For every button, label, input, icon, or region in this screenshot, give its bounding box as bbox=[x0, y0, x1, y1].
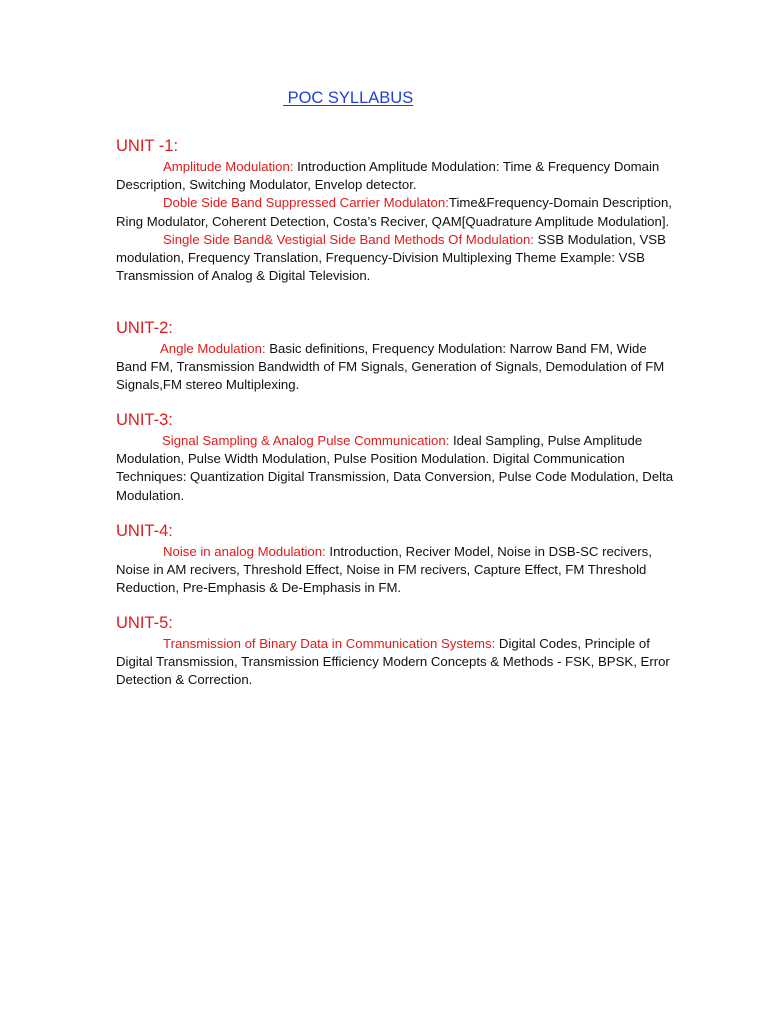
unit-3-text-1: Ideal Sampling, Pulse Amplitude Modulation, Pulse Width Modulation, Pulse Position Modulation. Digital Communication Techniques: Quantization Digital Transmission, Data Conversion, Pulse Code Modulation, Delta Modulation. bbox=[116, 433, 674, 503]
unit-4-heading: UNIT-4: bbox=[116, 522, 173, 540]
unit-2-topic-1: Angle Modulation: bbox=[160, 341, 266, 356]
unit-1-paragraph-2 bbox=[116, 194, 676, 230]
unit-5-text-1: Digital Codes, Principle of Digital Transmission, Transmission Efficiency Modern Concepts & Methods - FSK, BPSK, Error Detection & Correction. bbox=[116, 636, 670, 688]
unit-2-heading: UNIT-2: bbox=[116, 319, 173, 337]
unit-1-text-3: SSB Modulation, VSB modulation, Frequency Translation, Frequency-Division Multiplexing Theme Example: VSB Transmission of Analog & Digital Television. bbox=[116, 231, 666, 284]
unit-1-topic-1: Amplitude Modulation: bbox=[163, 159, 294, 174]
unit-5-heading: UNIT-5: bbox=[116, 614, 173, 632]
unit-4-topic-1: Noise in analog Modulation: bbox=[163, 544, 326, 559]
unit-3-paragraph-1 bbox=[116, 432, 676, 505]
unit-1-topic-3: Single Side Band& Vestigial Side Band Methods Of Modulation: bbox=[163, 231, 534, 247]
unit-1-text-2: Time&Frequency-Domain Description, Ring Modulator, Coherent Detection, Costa’s Reciver, QAM[Quadrature Amplitude Modulation]. bbox=[116, 195, 672, 229]
unit-2-text-1: Basic definitions, Frequency Modulation: Narrow Band FM, Wide Band FM, Transmission Bandwidth of FM Signals, Generation of Signals, Demodulation of FM Signals,FM stereo Multiplexing. bbox=[116, 341, 665, 393]
unit-5-section bbox=[116, 613, 676, 690]
unit-3-section bbox=[116, 410, 676, 505]
unit-2-section bbox=[116, 318, 676, 395]
unit-1-paragraph-3 bbox=[116, 231, 676, 286]
unit-4-section bbox=[116, 521, 676, 598]
unit-3-heading: UNIT-3: bbox=[116, 411, 173, 429]
unit-2-paragraph-1 bbox=[116, 340, 676, 395]
document-title: POC SYLLABUS bbox=[283, 89, 414, 107]
unit-4-text-1: Introduction, Reciver Model, Noise in DSB-SC recivers, Noise in AM recivers, Threshold Effect, Noise in FM recivers, Capture Effect, FM Threshold Reduction, Pre-Emphasis & De-Emphasis in FM. bbox=[116, 544, 652, 596]
unit-3-topic-1: Signal Sampling & Analog Pulse Communication: bbox=[162, 433, 450, 448]
unit-1-section bbox=[116, 136, 676, 285]
unit-5-topic-1: Transmission of Binary Data in Communication Systems: bbox=[163, 636, 496, 651]
unit-1-paragraph-1 bbox=[116, 158, 676, 194]
unit-1-text-1: Introduction Amplitude Modulation: Time & Frequency Domain Description, Switching Modulator, Envelop detector. bbox=[116, 159, 660, 193]
unit-1-topic-2: Doble Side Band Suppressed Carrier Modulaton: bbox=[163, 195, 449, 211]
unit-4-paragraph-1 bbox=[116, 543, 676, 598]
unit-1-heading: UNIT -1: bbox=[116, 137, 179, 155]
unit-5-paragraph-1 bbox=[116, 635, 676, 690]
